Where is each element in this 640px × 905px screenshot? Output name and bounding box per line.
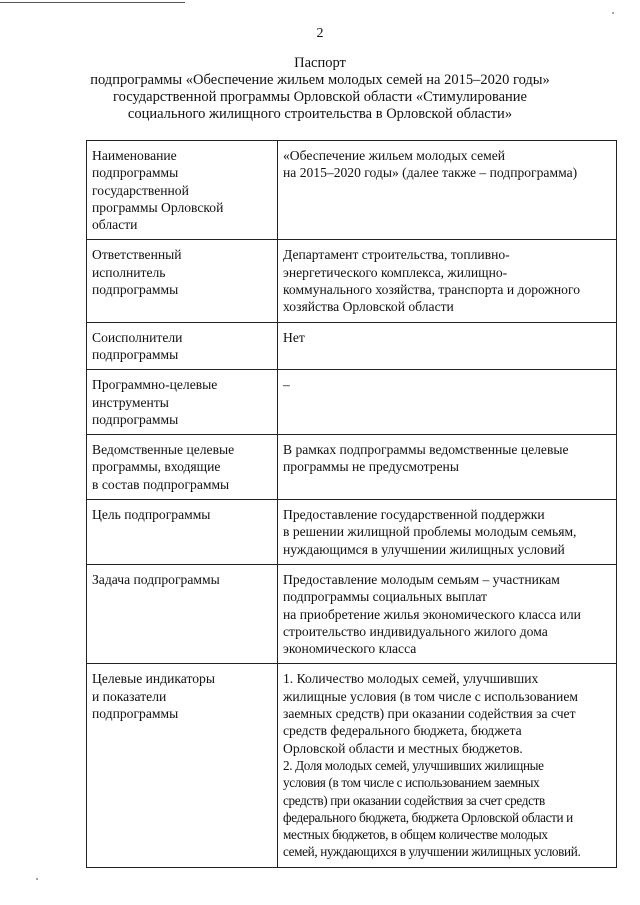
value-line: строительство индивидуального жилого дома — [283, 623, 548, 639]
label-line: исполнитель — [92, 264, 166, 280]
value-line: Предоставление молодым семьям – участникам — [283, 571, 560, 587]
row-label — [87, 500, 278, 565]
heading-line: социального жилищного строительства в Орловской области» — [127, 106, 513, 122]
value-line: 1. Количество молодых семей, улучшивших — [283, 671, 539, 687]
value-line: заемных средств) при оказании содействия за счет — [283, 706, 576, 722]
value-line: 2. Доля молодых семей, улучшивших жилищные — [283, 757, 544, 773]
value-line: – — [283, 377, 290, 393]
label-line: Цель подпрограммы — [92, 507, 211, 523]
row-value — [278, 435, 617, 500]
label-line: Ведомственные целевые — [92, 442, 235, 458]
value-line: Предоставление государственной поддержки — [283, 507, 545, 523]
row-value — [278, 141, 617, 240]
label-line: Целевые индикаторы — [92, 671, 215, 687]
value-line: средств федерального бюджета, бюджета — [283, 723, 522, 739]
label-line: программы, входящие — [92, 459, 221, 475]
row-label — [87, 322, 278, 370]
table-row — [87, 500, 617, 565]
label-line: подпрограммы — [92, 165, 179, 181]
table-row — [87, 141, 617, 240]
row-value — [278, 664, 617, 867]
label-line: инструменты — [92, 394, 169, 410]
value-line: нуждающимся в улучшении жилищных условий — [283, 541, 565, 557]
value-line: средств) при оказании содействия за счет средств — [283, 792, 545, 808]
page-number: 2 — [316, 26, 324, 41]
label-line: Задача подпрограммы — [92, 571, 220, 587]
label-line: подпрограммы — [92, 346, 179, 362]
label-line: Программно-целевые — [92, 377, 218, 393]
row-value — [278, 240, 617, 322]
table-row — [87, 322, 617, 370]
row-label — [87, 664, 278, 867]
label-line: и показатели — [92, 688, 167, 704]
value-line: Департамент строительства, топливно- — [283, 247, 510, 263]
row-label — [87, 435, 278, 500]
value-line: семей, нуждающихся в улучшении жилищных условий. — [283, 844, 581, 860]
heading-line: Паспорт — [294, 55, 346, 71]
value-line: энергетического комплекса, жилищно- — [283, 264, 508, 280]
value-line: подпрограммы социальных выплат — [283, 589, 487, 605]
label-line: области — [92, 217, 138, 233]
value-line: Орловской области и местных бюджетов. — [283, 740, 523, 756]
table-row — [87, 664, 617, 867]
table-row — [87, 435, 617, 500]
heading-line: государственной программы Орловской области «Стимулирование — [113, 89, 527, 105]
table-row — [87, 564, 617, 663]
label-line: государственной — [92, 182, 189, 198]
value-line: программы не предусмотрены — [283, 459, 459, 475]
row-label — [87, 370, 278, 435]
value-line: местных бюджетов, в общем количестве молодых — [283, 827, 548, 843]
value-line: В рамках подпрограммы ведомственные целевые — [283, 442, 569, 458]
value-line: хозяйства Орловской области — [283, 299, 454, 315]
label-line: подпрограммы — [92, 706, 179, 722]
row-value — [278, 322, 617, 370]
row-label — [87, 141, 278, 240]
label-line: Ответственный — [92, 247, 182, 263]
label-line: программы Орловской — [92, 199, 224, 215]
table-row — [87, 370, 617, 435]
row-value — [278, 564, 617, 663]
value-line: условия (в том числе с использованием заемных — [283, 775, 540, 791]
table-row — [87, 240, 617, 322]
label-line: Наименование — [92, 148, 177, 163]
row-label — [87, 564, 278, 663]
document-heading — [0, 55, 640, 123]
scan-speck — [612, 12, 614, 14]
value-line: Нет — [283, 329, 305, 345]
value-line: на 2015–2020 годы» (далее также – подпрограмма) — [283, 165, 578, 181]
row-value — [278, 500, 617, 565]
value-line: «Обеспечение жильем молодых семей — [283, 148, 506, 163]
heading-line: подпрограммы «Обеспечение жильем молодых семей на 2015–2020 годы» — [90, 72, 550, 88]
label-line: в состав подпрограммы — [92, 476, 230, 492]
label-line: Соисполнители — [92, 329, 183, 345]
row-value — [278, 370, 617, 435]
scan-edge-line — [0, 2, 185, 3]
value-line: на приобретение жилья экономического класса или — [283, 606, 581, 622]
value-line: федерального бюджета, бюджета Орловской области и — [283, 809, 573, 825]
value-line: жилищные условия (в том числе с использованием — [283, 688, 578, 704]
label-line: подпрограммы — [92, 282, 179, 298]
value-line: в решении жилищной проблемы молодым семьям, — [283, 524, 577, 540]
row-label — [87, 240, 278, 322]
label-line: подпрограммы — [92, 411, 179, 427]
scan-speck — [36, 878, 38, 880]
value-line: коммунального хозяйства, транспорта и дорожного — [283, 282, 580, 298]
value-line: экономического класса — [283, 641, 417, 657]
passport-table — [86, 140, 617, 868]
